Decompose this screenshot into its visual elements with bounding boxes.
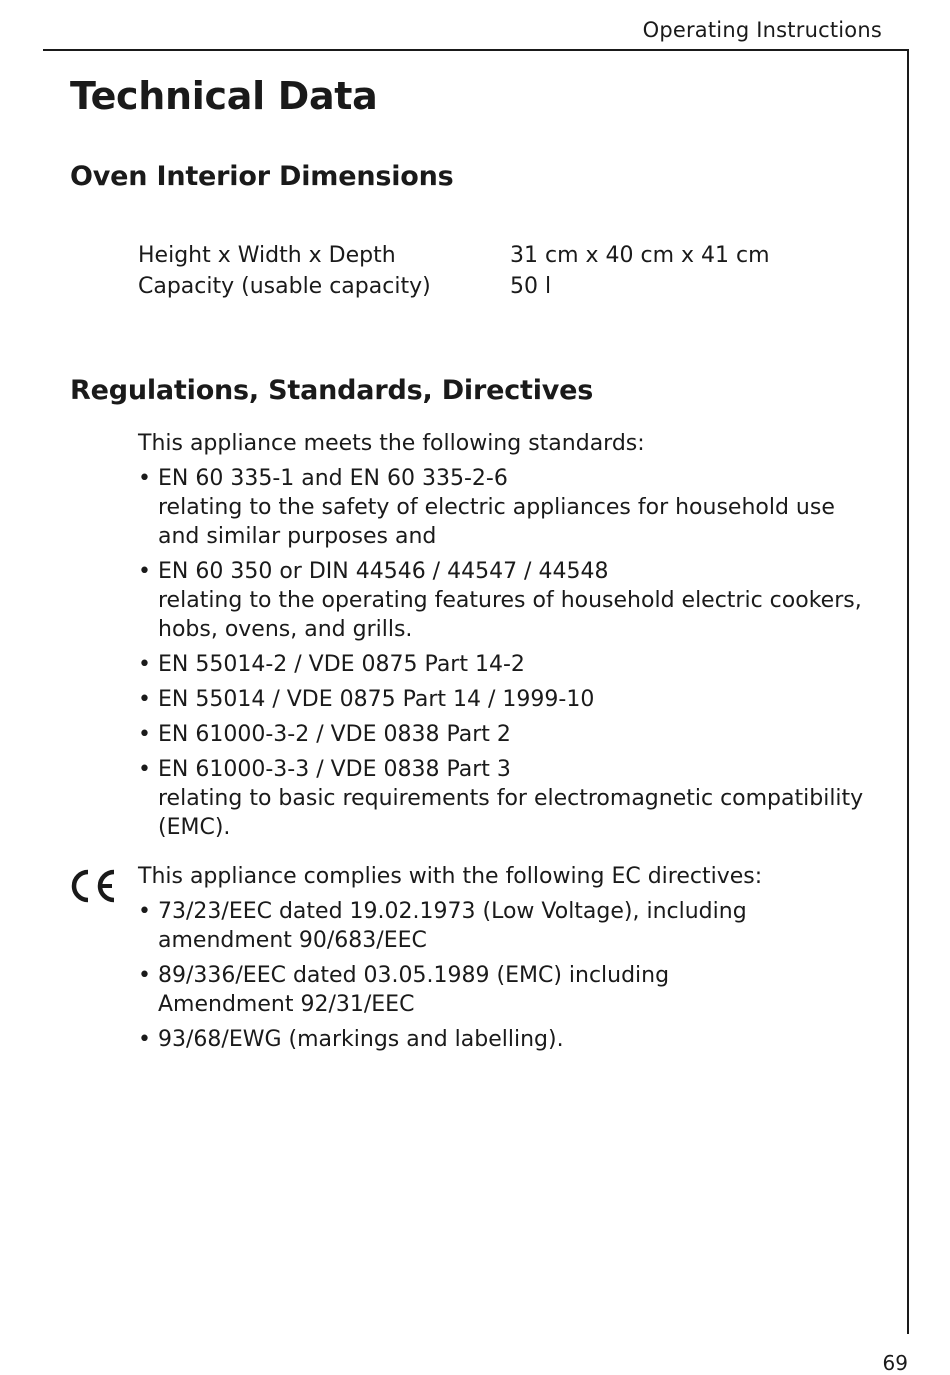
- capacity-label: Capacity (usable capacity): [138, 274, 431, 299]
- list-item: [138, 1025, 878, 1054]
- standard-code: EN 60 335-1 and EN 60 335-2-6: [158, 466, 508, 491]
- standard-code: EN 61000-3-2 / VDE 0838 Part 2: [158, 722, 511, 747]
- list-item: [138, 685, 878, 714]
- running-header: Operating Instructions: [642, 18, 882, 42]
- dimensions-value: 31 cm x 40 cm x 41 cm: [510, 243, 770, 268]
- dimensions-row: [138, 240, 770, 271]
- list-item: [138, 650, 878, 679]
- capacity-row: [138, 271, 770, 302]
- list-item: [138, 961, 878, 1019]
- capacity-value: 50 l: [510, 274, 552, 299]
- list-item: [138, 720, 878, 749]
- standard-code: EN 61000-3-3 / VDE 0838 Part 3: [158, 757, 511, 782]
- page-number: 69: [882, 1351, 908, 1375]
- list-item: [138, 557, 878, 644]
- standard-code: EN 55014 / VDE 0875 Part 14 / 1999-10: [158, 687, 595, 712]
- directive-code: 89/336/EEC dated 03.05.1989 (EMC) including: [158, 963, 670, 988]
- standards-intro: This appliance meets the following standards:: [138, 431, 645, 456]
- dimensions-label: Height x Width x Depth: [138, 243, 396, 268]
- directives-section: [138, 862, 878, 1054]
- ce-mark-icon: [68, 866, 118, 910]
- directive-code: 93/68/EWG (markings and labelling).: [158, 1027, 564, 1052]
- margin-rule: [907, 49, 909, 1334]
- standard-note: relating to basic requirements for electromagnetic compatibility (EMC).: [158, 786, 864, 840]
- directive-note: Amendment 92/31/EEC: [158, 992, 415, 1017]
- oven-dimensions-heading: Oven Interior Dimensions: [70, 161, 454, 192]
- dimensions-table: [138, 240, 770, 302]
- standard-code: EN 60 350 or DIN 44546 / 44547 / 44548: [158, 559, 609, 584]
- list-item: [138, 897, 878, 955]
- standard-note: relating to the safety of electric appliances for household use and similar purposes and: [158, 495, 835, 549]
- standard-note: relating to the operating features of household electric cookers, hobs, ovens, and grills.: [158, 588, 862, 642]
- regulations-heading: Regulations, Standards, Directives: [70, 375, 594, 406]
- list-item: [138, 755, 878, 842]
- page-title: Technical Data: [70, 74, 378, 118]
- header-rule: [43, 49, 909, 51]
- standards-section: [138, 429, 878, 842]
- directives-intro: This appliance complies with the following EC directives:: [138, 864, 763, 889]
- standard-code: EN 55014-2 / VDE 0875 Part 14-2: [158, 652, 525, 677]
- directives-list: [138, 897, 878, 1054]
- list-item: [138, 464, 878, 551]
- directive-code: 73/23/EEC dated 19.02.1973 (Low Voltage), including amendment 90/683/EEC: [158, 899, 747, 953]
- standards-list: [138, 464, 878, 842]
